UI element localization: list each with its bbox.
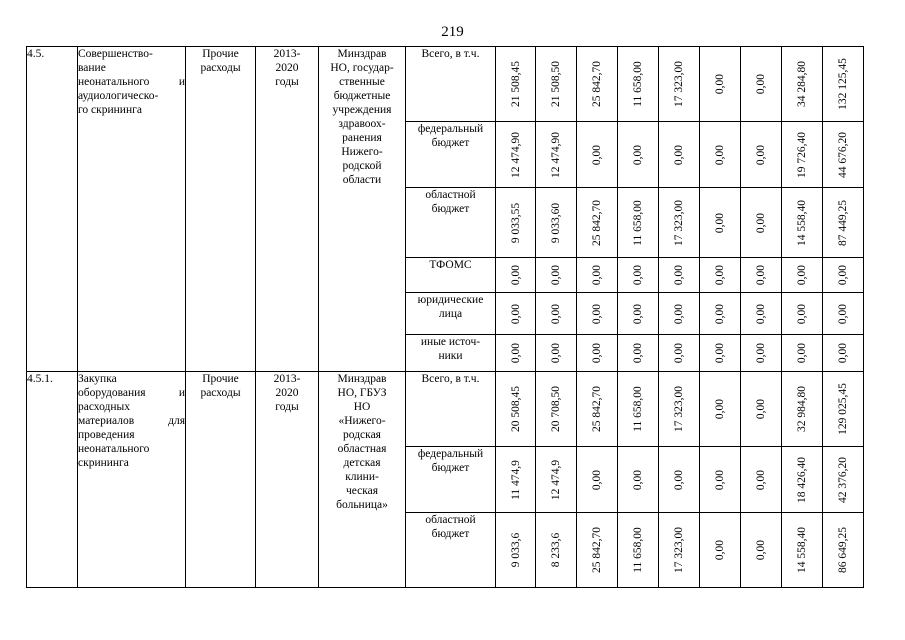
executor-line: НО, ГБУЗ [337,387,387,399]
value-cell [496,293,536,335]
value-text: 0,00 [755,144,767,165]
value-cell [659,372,700,447]
value-cell [496,258,536,293]
item-name-word: материалов [78,415,135,427]
funding-source-line: лица [438,308,463,320]
item-number-cell: 4.5.1. [27,372,78,588]
value-text: 132 125,45 [837,58,849,110]
executor-line: Минздрав [337,373,387,385]
item-name-line: скрининга [78,457,129,469]
value-text: 12 474,90 [550,131,562,178]
value-text: 0,00 [714,212,726,233]
value-cell [741,188,782,258]
executor-line: родской [342,160,382,172]
funding-source-line: ники [438,350,463,362]
funding-source-line: бюджет [431,528,470,540]
value-cell [496,335,536,372]
value-cell [700,372,741,447]
value-text: 34 284,80 [796,61,808,107]
value-cell [782,372,823,447]
years-line: 2013- [273,48,301,60]
value-cell [823,47,864,122]
value-text: 0,00 [673,264,685,286]
value-cell [618,513,659,588]
expense-type-cell [186,372,256,588]
value-cell [741,513,782,588]
value-text: 0,00 [673,303,685,324]
funding-source-cell [406,47,496,122]
value-text: 0,00 [755,469,767,490]
value-text: 0,00 [796,264,808,286]
value-cell [700,293,741,335]
value-cell [577,335,618,372]
value-cell [659,335,700,372]
funding-source-line: федеральный [417,123,484,135]
value-cell [577,447,618,513]
value-cell [659,513,700,588]
funding-source-line: бюджет [431,462,470,474]
value-cell [536,122,577,188]
value-cell [659,47,700,122]
value-text: 0,00 [714,144,726,165]
executor-line: больница» [336,499,388,511]
value-cell [700,122,741,188]
value-cell [700,335,741,372]
value-cell [823,258,864,293]
value-text: 0,00 [755,398,767,420]
table-row [27,47,864,122]
value-cell [700,47,741,122]
executor-line: области [342,174,382,186]
item-name-line: проведения [78,429,135,441]
value-text: 25 842,70 [591,199,603,246]
item-name-line: неонатального [78,443,150,455]
item-name-line: Совершенство- [78,48,153,60]
executor-line: ческая [345,485,379,497]
value-cell [577,372,618,447]
value-text: 17 323,00 [673,386,685,432]
value-cell [782,258,823,293]
value-text: 11 658,00 [632,199,644,246]
value-text: 9 033,60 [550,202,562,243]
value-text: 18 426,40 [796,456,808,503]
value-cell [577,258,618,293]
value-cell [823,293,864,335]
value-text: 0,00 [509,303,522,324]
value-text: 25 842,70 [591,386,603,432]
value-text: 0,00 [755,303,767,324]
value-text: 0,00 [550,264,562,286]
item-name-cell [78,47,186,372]
funding-source-line: юридические [417,294,484,306]
item-name-word: неонатального [78,76,150,88]
value-text: 42 376,20 [837,456,849,503]
value-cell [577,188,618,258]
executor-line: здравоох- [338,118,386,130]
value-cell [741,372,782,447]
value-text: 0,00 [509,342,522,364]
expense-type-line: расходы [200,387,241,399]
value-text: 0,00 [714,342,726,364]
item-name-line [78,414,185,428]
item-name-line: го скрининга [78,104,142,116]
value-cell [618,372,659,447]
value-text: 0,00 [673,342,685,364]
value-cell [782,513,823,588]
value-cell [782,293,823,335]
value-cell [618,335,659,372]
funding-source-line: Всего, в т.ч. [421,48,480,60]
value-text: 0,00 [591,342,603,364]
value-cell [577,513,618,588]
funding-source-cell [406,258,496,293]
value-text: 21 508,45 [509,61,522,107]
value-cell [577,47,618,122]
funding-source-line: бюджет [431,137,470,149]
value-text: 9 033,6 [509,532,522,568]
value-cell [536,258,577,293]
years-line: 2020 [275,387,299,399]
value-text: 20 508,45 [509,386,522,432]
value-cell [782,188,823,258]
expense-type-line: Прочие [202,373,239,385]
value-cell [496,188,536,258]
value-cell [536,447,577,513]
funding-source-cell [406,293,496,335]
funding-source-line: иные источ- [420,336,481,348]
item-name-line [78,386,185,400]
value-cell [618,447,659,513]
value-text: 0,00 [714,264,726,286]
executor-line: родская [343,429,381,441]
value-cell [741,258,782,293]
value-cell [618,258,659,293]
value-cell [700,258,741,293]
value-cell [823,372,864,447]
value-cell [782,122,823,188]
value-cell [659,188,700,258]
value-text: 8 233,6 [550,532,562,568]
value-text: 0,00 [673,469,685,490]
years-cell [256,372,319,588]
funding-source-line: Всего, в т.ч. [421,373,480,385]
value-text: 86 649,25 [837,527,849,573]
value-text: 0,00 [796,303,808,324]
value-cell [618,47,659,122]
value-cell [741,447,782,513]
value-cell [496,47,536,122]
value-cell [741,293,782,335]
executor-line: Нижего- [341,146,383,158]
value-text: 0,00 [837,342,849,364]
funding-source-line: федеральный [417,448,484,460]
years-line: годы [275,401,299,413]
executor-line: «Нижего- [338,415,386,427]
value-cell [536,47,577,122]
value-cell [741,47,782,122]
value-cell [659,122,700,188]
value-text: 32 984,80 [796,386,808,432]
value-text: 0,00 [755,212,767,233]
value-cell [577,293,618,335]
executor-line: ственные [339,76,385,88]
funding-source-cell [406,335,496,372]
value-text: 0,00 [591,144,603,165]
value-text: 0,00 [755,539,767,561]
item-number-cell: 4.5. [27,47,78,372]
executor-line: детская [343,457,381,469]
executor-line: клини- [345,471,379,483]
value-cell [823,513,864,588]
value-text: 14 558,40 [796,199,808,246]
value-text: 0,00 [714,73,726,95]
value-text: 0,00 [714,469,726,490]
value-cell [536,335,577,372]
value-text: 11 474,9 [509,459,522,500]
value-text: 17 323,00 [673,61,685,107]
value-cell [618,122,659,188]
value-text: 0,00 [796,342,808,364]
funding-source-cell [406,122,496,188]
value-text: 0,00 [591,264,603,286]
funding-source-cell [406,447,496,513]
item-name-word: для [168,415,185,427]
value-cell [618,188,659,258]
item-name-cell [78,372,186,588]
value-cell [496,372,536,447]
item-name-line: вание [78,62,106,74]
expense-type-line: Прочие [202,48,239,60]
executor-line: учреждения [332,104,392,116]
executor-line: бюджетные [333,90,391,102]
item-name-line: аудиологическо- [78,90,159,102]
funding-source-cell [406,188,496,258]
value-cell [782,47,823,122]
value-text: 25 842,70 [591,61,603,107]
value-cell [496,513,536,588]
item-name-word: и [178,387,185,399]
value-cell [741,335,782,372]
value-cell [536,188,577,258]
executor-line: областная [337,443,387,455]
value-text: 0,00 [673,144,685,165]
table-row [27,372,864,447]
funding-source-cell [406,513,496,588]
value-text: 44 676,20 [837,131,849,178]
value-text: 11 658,00 [632,386,644,432]
value-text: 9 033,55 [509,202,522,243]
funding-source-line: бюджет [431,203,470,215]
executor-line: НО, государ- [330,62,394,74]
years-line: 2013- [273,373,301,385]
value-cell [618,293,659,335]
value-text: 20 708,50 [550,386,562,432]
value-text: 17 323,00 [673,199,685,246]
years-line: 2020 [275,62,299,74]
value-cell [823,122,864,188]
value-cell [536,372,577,447]
executor-cell [319,372,406,588]
budget-table [26,46,864,588]
funding-source-line: областной [425,189,476,201]
value-text: 11 658,00 [632,527,644,573]
value-text: 129 025,45 [837,383,849,435]
item-name-word: оборудования [78,387,146,399]
value-cell [782,335,823,372]
value-text: 12 474,90 [509,131,522,178]
executor-line: НО [353,401,371,413]
value-cell [496,122,536,188]
executor-line: Минздрав [337,48,387,60]
value-cell [659,293,700,335]
item-name-line [78,75,185,89]
value-cell [823,335,864,372]
value-cell [700,188,741,258]
value-text: 0,00 [755,73,767,95]
value-text: 0,00 [632,303,644,324]
value-text: 0,00 [755,264,767,286]
expense-type-cell [186,47,256,372]
value-cell [700,513,741,588]
item-name-word: и [178,76,185,88]
value-cell [577,122,618,188]
value-text: 0,00 [632,264,644,286]
value-text: 0,00 [714,398,726,420]
value-text: 21 508,50 [550,61,562,107]
value-text: 0,00 [632,469,644,490]
value-text: 87 449,25 [837,199,849,246]
value-text: 0,00 [550,303,562,324]
value-text: 0,00 [550,342,562,364]
value-cell [741,122,782,188]
value-text: 12 474,9 [550,459,562,500]
value-text: 0,00 [837,264,849,286]
funding-source-line: ТФОМС [429,259,472,271]
executor-cell [319,47,406,372]
value-text: 0,00 [509,264,522,286]
value-cell [536,293,577,335]
executor-line: ранения [342,132,382,144]
item-name-line: расходных [78,401,131,413]
page-number: 219 [441,24,464,40]
value-text: 19 726,40 [796,131,808,178]
value-text: 0,00 [632,342,644,364]
value-text: 0,00 [632,144,644,165]
value-cell [496,447,536,513]
years-line: годы [275,76,299,88]
value-text: 0,00 [591,469,603,490]
value-text: 0,00 [591,303,603,324]
funding-source-cell [406,372,496,447]
value-text: 25 842,70 [591,527,603,573]
value-cell [782,447,823,513]
value-cell [659,447,700,513]
value-cell [823,188,864,258]
value-text: 0,00 [837,303,849,324]
value-text: 0,00 [714,303,726,324]
value-text: 17 323,00 [673,527,685,573]
value-text: 11 658,00 [632,61,644,107]
value-cell [659,258,700,293]
value-cell [536,513,577,588]
years-cell [256,47,319,372]
item-name-line: Закупка [78,373,117,385]
value-cell [700,447,741,513]
value-text: 0,00 [714,539,726,561]
value-text: 14 558,40 [796,527,808,573]
value-text: 0,00 [755,342,767,364]
value-cell [823,447,864,513]
funding-source-line: областной [425,514,476,526]
expense-type-line: расходы [200,62,241,74]
